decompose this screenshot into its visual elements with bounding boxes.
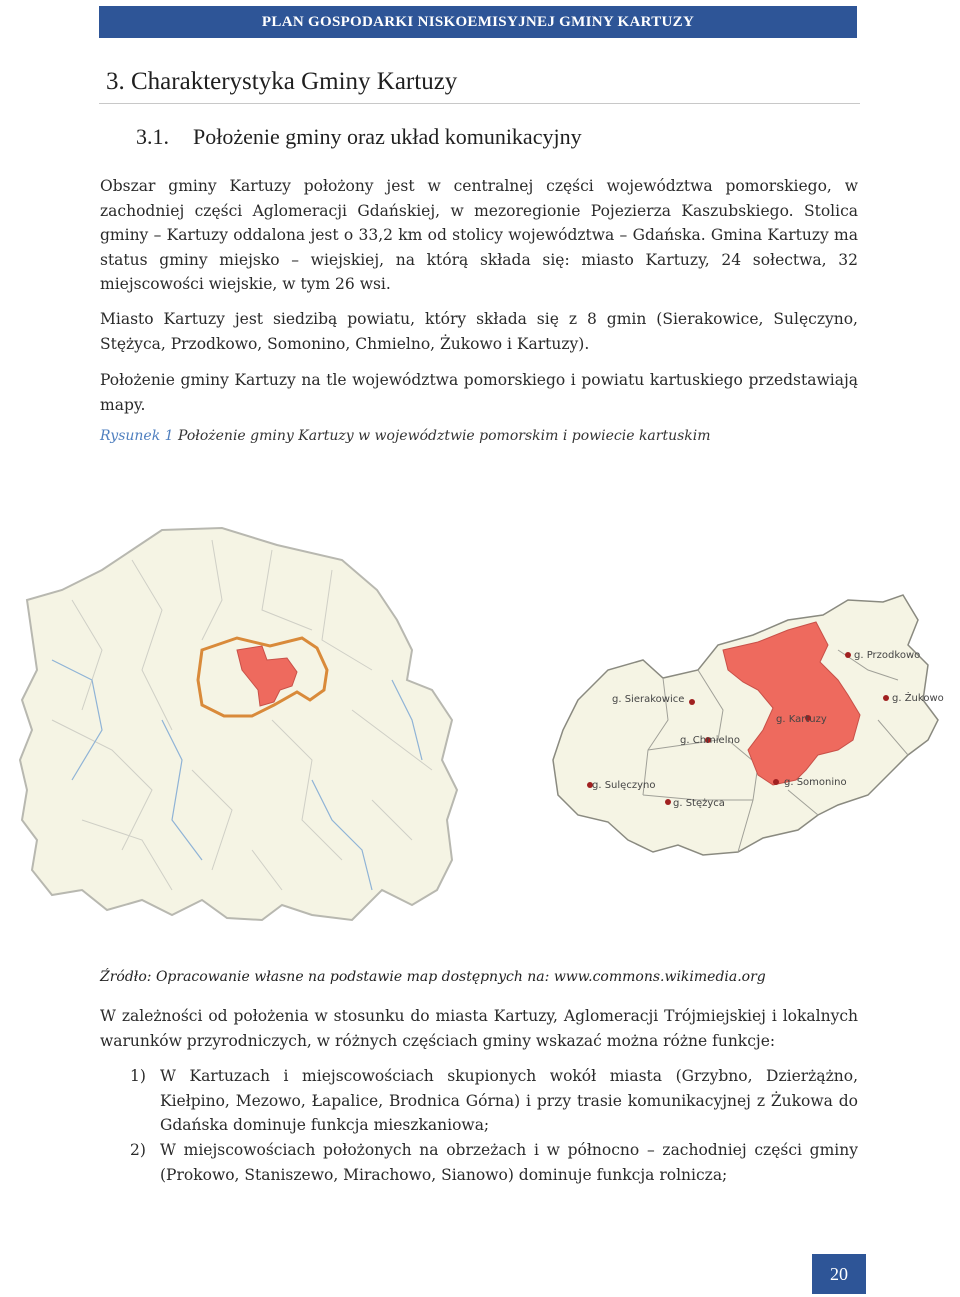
label-suleczyno: g. Sulęczyno [592,780,656,791]
section-number: 3. [106,68,125,95]
heading-rule [99,103,860,104]
powiat-map [548,590,946,872]
running-header: PLAN GOSPODARKI NISKOEMISYJNEJ GMINY KARTUZY [99,6,857,38]
paragraph-maps: Położenie gminy Kartuzy na tle województwa pomorskiego i powiatu kartuskiego przedstawiają mapy. [100,371,858,414]
label-sierakowice: g. Sierakowice [612,694,685,705]
place-dot [665,799,671,805]
figure-caption [100,428,711,444]
place-dot [883,695,889,701]
paragraph-location: Obszar gminy Kartuzy położony jest w centralnej części województwa pomorskiego, w zachodniej części Aglomeracji Gdańskiej, w mezoregionie Pojezierza Kaszubskiego. Stolica gminy – Kartuzy oddalona jest o 33,2 km od stolicy województwa – Gdańska. Gmina Kartuzy ma status gminy miejsko – wiejskiej, na którą składa się: miasto Kartuzy, 24 sołectwa, 32 miejscowości wiejskie, w tym 26 wsi. [100,177,858,293]
label-somonino: g. Somonino [784,777,847,788]
voivodeship-map [12,520,462,930]
powiat-outline [553,595,938,855]
label-przodkowo: g. Przodkowo [854,650,921,661]
voivodeship-outline [20,528,457,920]
list-text: W Kartuzach i miejscowościach skupionych wokół miasta (Grzybno, Dzierżążno, Kiełpino, Mezowo, Łapalice, Brodnica Górna) i przy trasie komunikacyjnej z Żukowa do Gdańska dominuje funkcja mieszkaniowa; [160,1067,858,1134]
place-dot [773,779,779,785]
list-item [130,1064,858,1138]
label-stezyca: g. Stężyca [673,798,725,809]
page-number: 20 [812,1254,866,1294]
place-dot [689,699,695,705]
list-item [130,1138,858,1187]
subsection-heading [136,124,582,150]
label-zukowo: g. Żukowo [892,693,944,704]
section-title: Charakterystyka Gminy Kartuzy [131,68,458,95]
section-heading [106,68,457,96]
list-number: 1) [130,1067,146,1085]
figure-caption-text: Położenie gminy Kartuzy w województwie pomorskim i powiecie kartuskim [173,428,711,444]
list-number: 2) [130,1141,146,1159]
function-list-continued [130,1138,858,1188]
figure-label: Rysunek 1 [100,428,174,444]
paragraph-powiat: Miasto Kartuzy jest siedzibą powiatu, który składa się z 8 gmin (Sierakowice, Sulęczyno, Stężyca, Przodkowo, Somonino, Chmielno, Żukowo i Kartuzy). [100,310,858,353]
label-chmielno: g. Chmielno [680,735,740,746]
figure-source: Źródło: Opracowanie własne na podstawie map dostępnych na: www.commons.wikimedia.org [100,969,766,985]
list-text: W miejscowościach położonych na obrzeżach i w północno – zachodniej części gminy (Prokowo, Staniszewo, Mirachowo, Sianowo) dominuje funkcja rolnicza; [160,1141,858,1184]
subsection-number: 3.1. [136,124,169,149]
paragraph-functions: W zależności od położenia w stosunku do miasta Kartuzy, Aglomeracji Trójmiejskiej i lokalnych warunków przyrodniczych, w różnych częściach gminy wskazać można różne funkcje: [100,1007,858,1050]
function-list [130,1064,858,1139]
label-kartuzy: g. Kartuzy [776,714,827,725]
place-dot [845,652,851,658]
subsection-title: Położenie gminy oraz układ komunikacyjny [193,124,582,149]
